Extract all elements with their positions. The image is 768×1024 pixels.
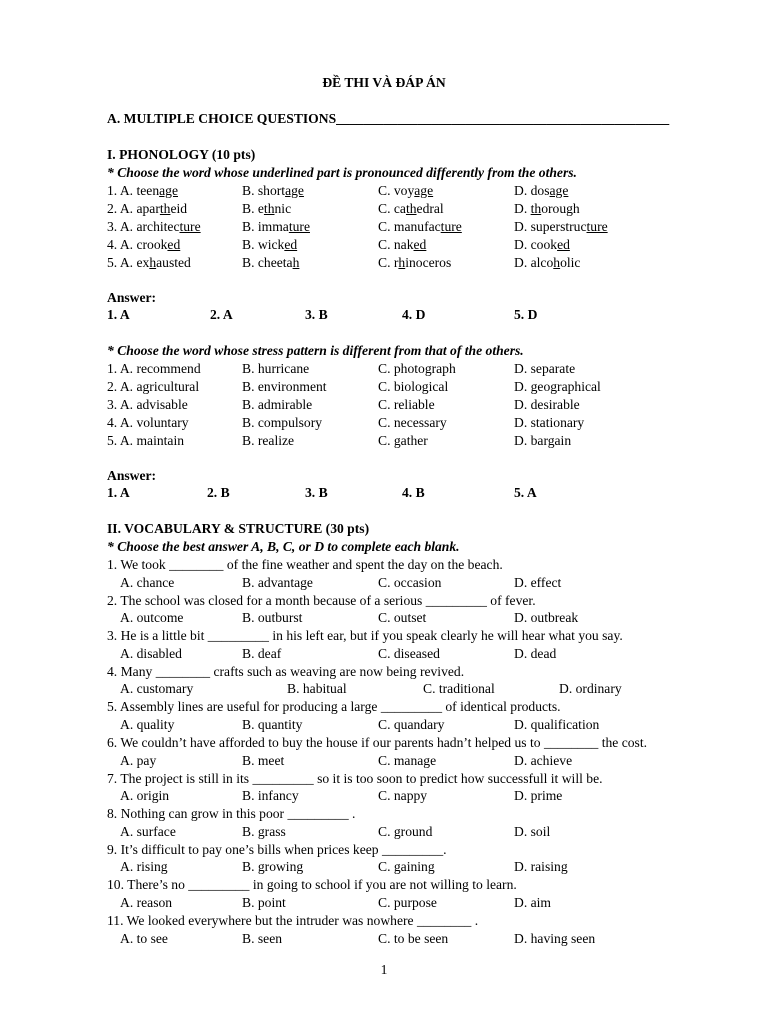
option-label: B. — [242, 255, 258, 270]
option: B. grass — [242, 823, 286, 839]
option: B. outburst — [242, 610, 303, 626]
option: C. traditional — [423, 681, 495, 697]
option: 3. A. advisable — [107, 397, 188, 412]
option: A. rising — [120, 859, 168, 875]
option-label: 2. A. — [107, 201, 137, 216]
option: B. growing — [242, 859, 304, 875]
answer: 4. D — [402, 307, 426, 322]
option: C. reliable — [378, 397, 435, 412]
underlined-part: ture — [586, 219, 608, 234]
option-label: B. — [242, 237, 258, 252]
option: A. reason — [120, 894, 173, 910]
option-label: C. — [378, 183, 394, 198]
word-part: superstruc — [530, 219, 587, 234]
underlined-part: h — [292, 255, 300, 270]
option — [107, 219, 201, 235]
option: C. purpose — [378, 894, 437, 910]
word-part: apar — [136, 201, 160, 216]
option: D. outbreak — [514, 610, 579, 626]
option: B. admirable — [242, 397, 313, 412]
option: C. nappy — [378, 788, 428, 804]
question-text: 2. The school was closed for a month because of a serious _________ of fever. — [107, 592, 536, 608]
word-part: olic — [560, 255, 581, 270]
answer: 3. B — [305, 485, 328, 500]
option — [378, 201, 444, 217]
option: D. separate — [514, 361, 576, 376]
option: D. bargain — [514, 433, 572, 448]
question-text: 9. It’s difficult to pay one’s bills when prices keep _________. — [107, 841, 447, 857]
option: C. outset — [378, 610, 427, 626]
underlined-part: ed — [167, 237, 181, 252]
option: D. having seen — [514, 930, 596, 946]
question-text: 1. We took ________ of the fine weather and spent the day on the beach. — [107, 557, 503, 572]
answer: 5. A — [514, 485, 537, 500]
answer: 1. A — [107, 307, 130, 322]
option-label: B. — [242, 183, 258, 198]
question-text: 5. Assembly lines are useful for producing a large _________ of identical products. — [107, 699, 561, 715]
word-part: austed — [156, 255, 191, 270]
option: 2. A. agricultural — [107, 379, 200, 394]
underlined-part: ture — [288, 219, 310, 234]
word-part: voy — [393, 183, 415, 198]
option — [107, 255, 191, 271]
word-part: eid — [170, 201, 188, 216]
underlined-part: th — [530, 201, 542, 216]
underlined-part: h — [398, 255, 406, 270]
answer: 5. D — [514, 307, 538, 322]
option: B. compulsory — [242, 415, 323, 430]
option: C. necessary — [378, 415, 447, 430]
option-label: D. — [514, 183, 531, 198]
underlined-part: th — [159, 201, 171, 216]
option: D. effect — [514, 574, 562, 590]
option-label: 5. A. — [107, 255, 137, 270]
option-label: D. — [514, 255, 531, 270]
word-part: short — [257, 183, 286, 198]
answer: 4. B — [402, 485, 425, 500]
option-label: D. — [514, 219, 531, 234]
option: C. quandary — [378, 716, 445, 732]
underlined-part: th — [405, 201, 417, 216]
option — [378, 183, 433, 199]
word-part: orough — [541, 201, 580, 216]
option: C. ground — [378, 823, 433, 839]
word-part: dos — [530, 183, 550, 198]
option: D. achieve — [514, 752, 573, 768]
option: C. manage — [378, 752, 437, 768]
underlined-part: age — [549, 183, 569, 198]
option-label: B. — [242, 201, 258, 216]
option: A. quality — [120, 716, 175, 732]
option-label: D. — [514, 237, 531, 252]
option — [107, 237, 180, 253]
underlined-part: th — [263, 201, 275, 216]
phonology-instruction-1: * Choose the word whose underlined part is pronounced differently from the others. — [107, 165, 577, 180]
underlined-part: age — [285, 183, 304, 198]
option — [514, 183, 568, 199]
option: A. chance — [120, 574, 175, 590]
word-part: ca — [393, 201, 406, 216]
word-part: edral — [416, 201, 444, 216]
option: D. prime — [514, 788, 563, 804]
option: C. photograph — [378, 361, 456, 376]
option: D. desirable — [514, 397, 580, 412]
underlined-part: ture — [179, 219, 201, 234]
word-part: nak — [393, 237, 414, 252]
option-label: C. — [378, 255, 394, 270]
option — [514, 201, 580, 217]
answer-label-1: Answer: — [107, 290, 157, 305]
underlined-part: h — [149, 255, 157, 270]
option: D. stationary — [514, 415, 585, 430]
option: B. environment — [242, 379, 327, 394]
option: D. geographical — [514, 379, 601, 394]
option: D. aim — [514, 894, 551, 910]
word-part: cheeta — [257, 255, 293, 270]
option: B. infancy — [242, 788, 299, 804]
option — [378, 219, 462, 235]
option: D. raising — [514, 859, 568, 875]
word-part: ex — [136, 255, 150, 270]
option-label: 4. A. — [107, 237, 137, 252]
option: C. biological — [378, 379, 449, 394]
answer-label-2: Answer: — [107, 468, 157, 483]
option-label: B. — [242, 219, 258, 234]
underlined-part: ed — [284, 237, 298, 252]
word-part: cook — [530, 237, 558, 252]
option: B. hurricane — [242, 361, 310, 376]
option: C. gather — [378, 433, 428, 448]
underlined-part: ture — [440, 219, 462, 234]
word-part: teen — [136, 183, 160, 198]
word-part: alco — [530, 255, 554, 270]
option — [514, 255, 580, 271]
option — [242, 255, 299, 271]
option: C. to be seen — [378, 930, 449, 946]
vocabulary-heading: II. VOCABULARY & STRUCTURE (30 pts) — [107, 521, 370, 536]
option: C. diseased — [378, 645, 440, 661]
word-part: r — [393, 255, 399, 270]
option — [242, 201, 291, 217]
option: A. surface — [120, 823, 176, 839]
option — [107, 201, 187, 217]
option: B. point — [242, 894, 286, 910]
option: A. disabled — [120, 645, 182, 661]
option: A. customary — [120, 681, 194, 697]
word-part: imma — [257, 219, 289, 234]
option: D. soil — [514, 823, 551, 839]
option: A. outcome — [120, 610, 184, 626]
word-part: nic — [274, 201, 292, 216]
option: A. to see — [120, 930, 168, 946]
option: B. habitual — [287, 681, 347, 697]
question-text: 7. The project is still in its _________ so it is too soon to predict how successfull it will be. — [107, 770, 603, 786]
word-part: inoceros — [405, 255, 452, 270]
option — [242, 183, 304, 199]
option: A. pay — [120, 752, 157, 768]
option: 4. A. voluntary — [107, 415, 189, 430]
word-part: manufac — [393, 219, 441, 234]
option — [514, 219, 608, 235]
underlined-part: ed — [557, 237, 570, 252]
underlined-part: ed — [413, 237, 427, 252]
option: D. qualification — [514, 716, 600, 732]
option: B. quantity — [242, 716, 303, 732]
vocabulary-instruction: * Choose the best answer A, B, C, or D to complete each blank. — [107, 539, 460, 554]
option — [378, 237, 426, 253]
question-text: 8. Nothing can grow in this poor _________ . — [107, 806, 356, 822]
question-text: 11. We looked everywhere but the intruder was nowhere ________ . — [107, 913, 479, 928]
question-text: 3. He is a little bit _________ in his left ear, but if you speak clearly he will hear what you say. — [107, 628, 623, 644]
phonology-heading: I. PHONOLOGY (10 pts) — [107, 147, 256, 162]
option — [242, 219, 310, 235]
option — [378, 255, 451, 271]
question-text: 6. We couldn’t have afforded to buy the house if our parents hadn’t helped us to ________ the cost. — [107, 735, 648, 750]
section-a-heading: A. MULTIPLE CHOICE QUESTIONS_________________________________________________ — [107, 111, 670, 126]
option: C. gaining — [378, 859, 435, 875]
answer: 3. B — [305, 307, 328, 322]
question-text: 4. Many ________ crafts such as weaving are now being revived. — [107, 663, 465, 679]
word-part: crook — [136, 237, 168, 252]
word-part: e — [257, 201, 264, 216]
option: B. realize — [242, 433, 295, 448]
option-label: C. — [378, 219, 394, 234]
answer: 1. A — [107, 485, 130, 500]
option-label: C. — [378, 237, 394, 252]
option: B. meet — [242, 752, 285, 768]
question-text: 10. There’s no _________ in going to school if you are not willing to learn. — [107, 877, 517, 893]
option: 5. A. maintain — [107, 433, 185, 448]
option-label: D. — [514, 201, 531, 216]
option: A. origin — [120, 788, 170, 804]
answer: 2. A — [210, 307, 233, 322]
option: C. occasion — [378, 574, 442, 590]
option: 1. A. recommend — [107, 361, 201, 376]
option: D. ordinary — [559, 681, 622, 697]
option: B. seen — [242, 930, 283, 946]
option-label: C. — [378, 201, 394, 216]
underlined-part: age — [159, 183, 178, 198]
underlined-part: age — [414, 183, 434, 198]
option: B. advantage — [242, 574, 313, 590]
answer: 2. B — [207, 485, 230, 500]
page-title: ĐỀ THI VÀ ĐÁP ÁN — [322, 75, 446, 90]
phonology-instruction-2: * Choose the word whose stress pattern is different from that of the others. — [107, 343, 524, 358]
option-label: 3. A. — [107, 219, 137, 234]
word-part: architec — [136, 219, 180, 234]
page-number: 1 — [380, 962, 388, 977]
underlined-part: h — [553, 255, 561, 270]
option — [514, 237, 570, 253]
option — [242, 237, 297, 253]
option: D. dead — [514, 645, 557, 661]
option — [107, 183, 178, 199]
word-part: wick — [257, 237, 285, 252]
option: B. deaf — [242, 645, 282, 661]
option-label: 1. A. — [107, 183, 137, 198]
